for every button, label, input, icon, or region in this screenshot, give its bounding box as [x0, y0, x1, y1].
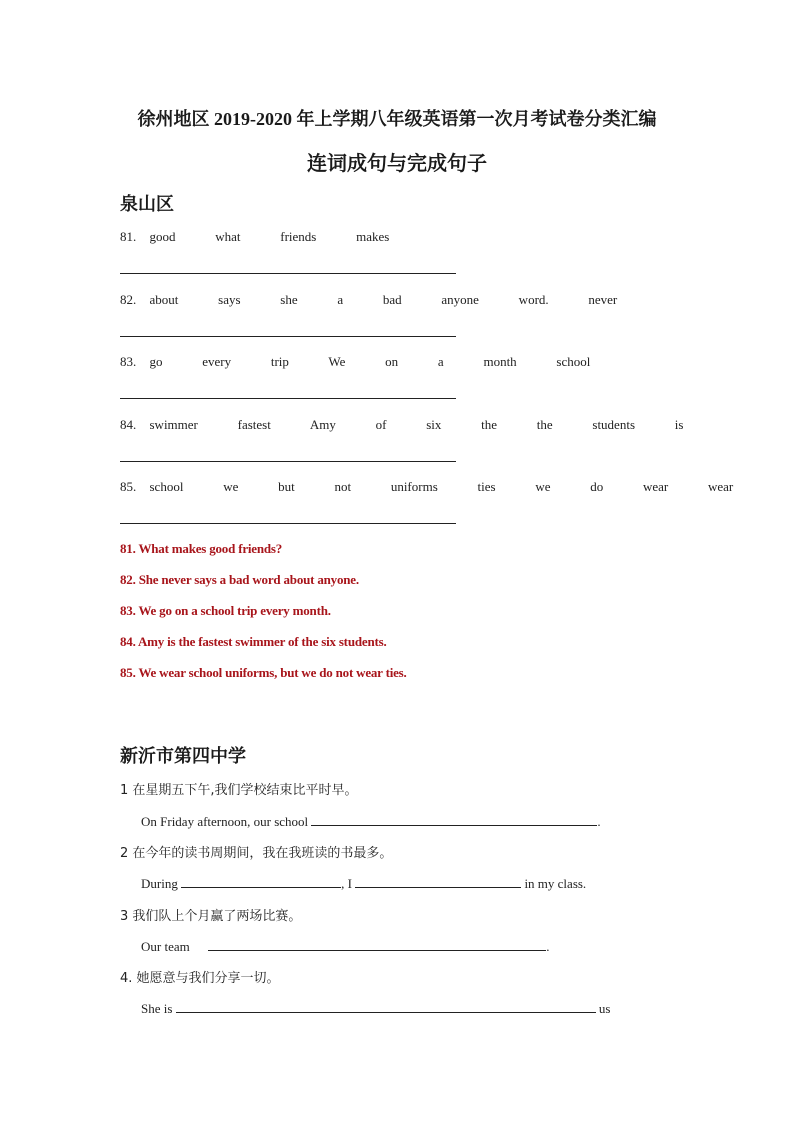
sentence-start: She is [141, 1001, 173, 1016]
question-81-words: 81. good what friends makes [120, 229, 390, 244]
answer-key-82: 82. She never says a bad word about anyone. [120, 572, 359, 587]
question-82-words: 82. about says she a bad anyone word. never [120, 292, 618, 307]
question-84-words: 84. swimmer fastest Amy of six the the students is [120, 417, 684, 432]
fill-blank[interactable] [181, 873, 341, 888]
sentence-start: On Friday afternoon, our school [141, 814, 309, 829]
question-83-words: 83. go every trip We on a month school [120, 354, 591, 369]
translation-row-4 [141, 998, 610, 1017]
page-subtitle: 连词成句与完成句子 [307, 153, 487, 175]
section-heading-quanshan: 泉山区 [120, 194, 174, 214]
section-heading-xinyi: 新沂市第四中学 [120, 746, 246, 766]
question-85-words: 85. school we but not uniforms ties we do wear wear [120, 479, 734, 494]
answer-line-82[interactable] [120, 336, 456, 337]
sentence-end: us [598, 1001, 611, 1016]
fill-blank[interactable] [311, 811, 597, 826]
sentence-end: in my class. [524, 876, 587, 891]
sentence-end: . [597, 814, 601, 829]
translation-question-3: 3 我们队上个月赢了两场比赛。 [120, 909, 302, 924]
fill-blank[interactable] [176, 998, 596, 1013]
sentence-end: . [546, 939, 550, 954]
translation-question-4: 4. 她愿意与我们分享一切。 [120, 971, 280, 986]
answer-line-83[interactable] [120, 398, 456, 399]
translation-row-3 [141, 936, 549, 955]
translation-row-2 [141, 873, 586, 892]
fill-blank[interactable] [355, 873, 521, 888]
answer-key-84: 84. Amy is the fastest swimmer of the six students. [120, 634, 387, 649]
sentence-start: During [141, 876, 178, 891]
sentence-start: Our team [141, 939, 190, 954]
answer-key-83: 83. We go on a school trip every month. [120, 603, 331, 618]
translation-question-1: 1 在星期五下午,我们学校结束比平时早。 [120, 783, 358, 798]
answer-line-85[interactable] [120, 523, 456, 524]
answer-line-84[interactable] [120, 461, 456, 462]
answer-line-81[interactable] [120, 273, 456, 274]
translation-row-1 [141, 811, 601, 830]
translation-question-2: 2 在今年的读书周期间，我在我班读的书最多。 [120, 846, 393, 861]
answer-key-81: 81. What makes good friends? [120, 541, 283, 556]
page-title: 徐州地区 2019-2020 年上学期八年级英语第一次月考试卷分类汇编 [137, 109, 657, 129]
fill-blank[interactable] [208, 936, 546, 951]
answer-key-85: 85. We wear school uniforms, but we do not wear ties. [120, 665, 407, 680]
sentence-middle: , I [341, 876, 352, 891]
